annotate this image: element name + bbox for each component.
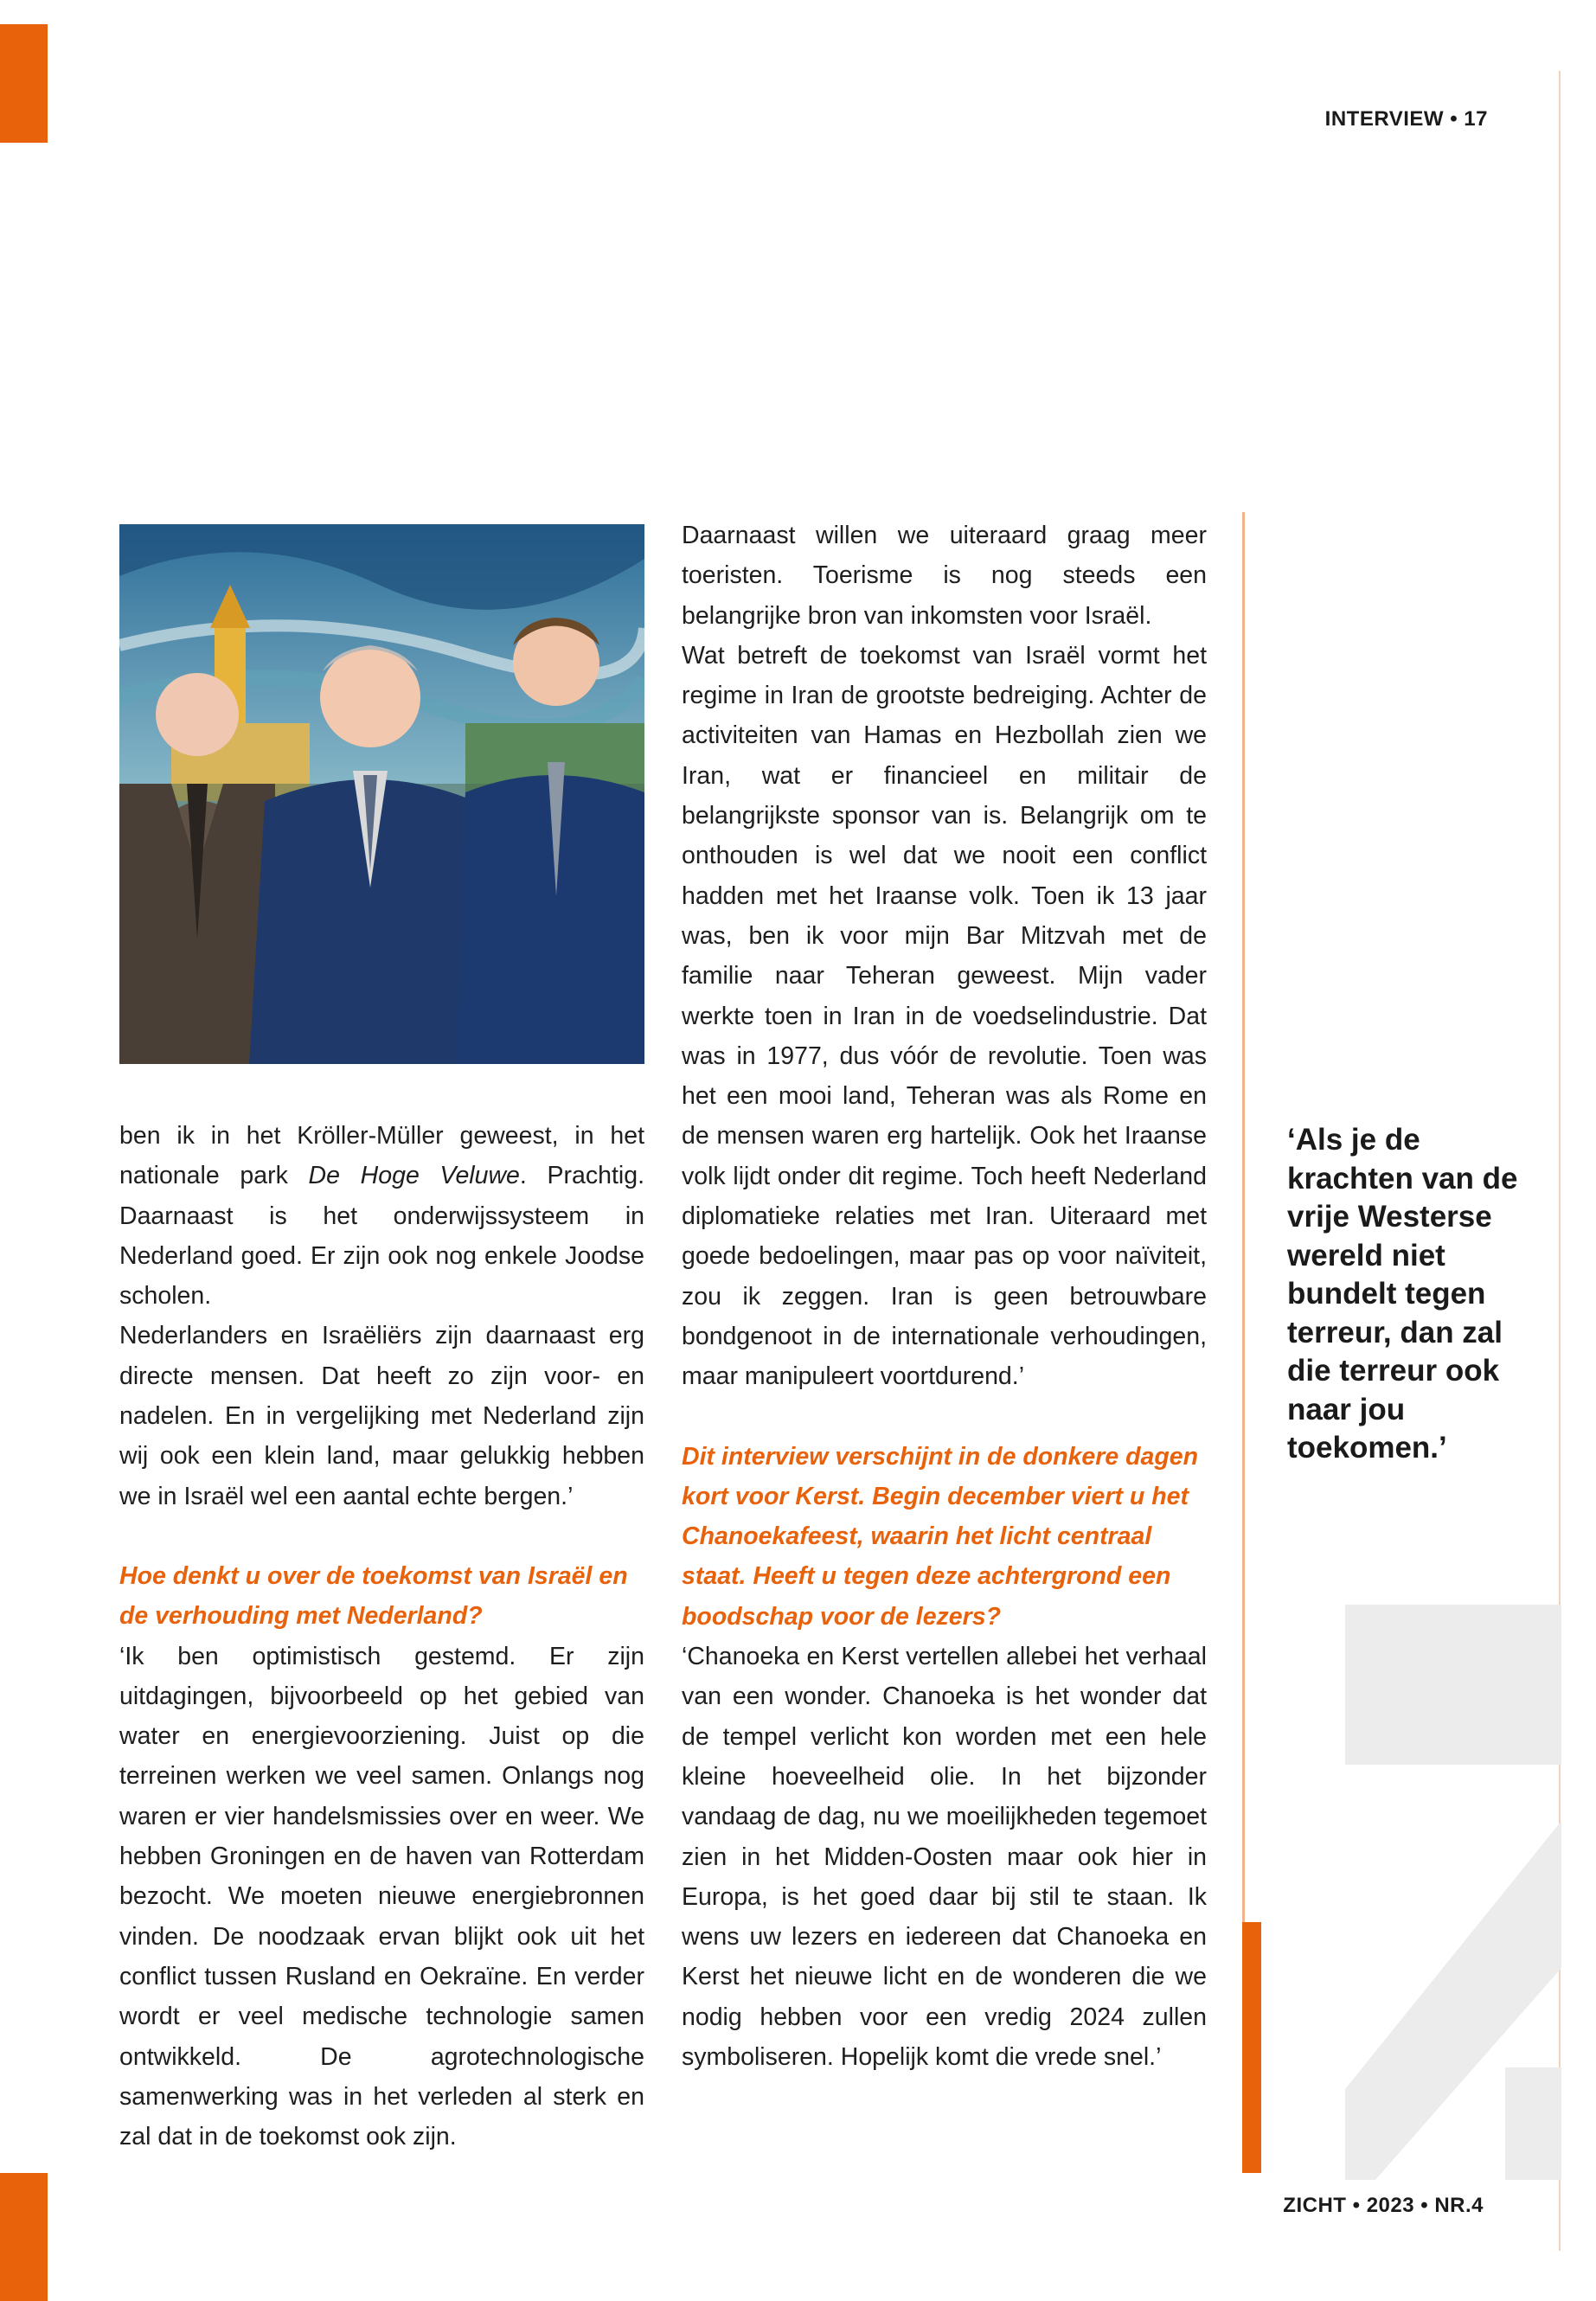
article-column-middle — [682, 516, 1207, 2077]
magazine-issue-label: ZICHT • 2023 • NR.4 — [1283, 2194, 1484, 2217]
interview-answer: ‘Chanoeka en Kerst vertellen allebei het verhaal van een wonder. Chanoeka is het wonder dat de tempel verlicht kon worden met een hele kleine hoeveelheid olie. In het bijzonder vandaag de dag, nu we moeilijkheden tegemoet zien in het Midden-Oosten maar ook hier in Europa, is het goed daar bij stil te staan. Ik wens uw lezers en iedereen dat Chanoeka en Kerst het nieuwe licht en de wonderen die we nodig hebben voor een vredig 2024 zullen symboliseren. Hopelijk komt die vrede snel.’ — [682, 1643, 1207, 2071]
pull-quote: ‘Als je de krachten van de vrije Westerse wereld niet bundelt tegen terreur, dan zal die terreur ook naar jou toekomen.’ — [1287, 1123, 1518, 1465]
paragraph: Daarnaast willen we uiteraard graag meer toeristen. Toerisme is nog steeds een belangrijke bron van inkomsten voor Israël. — [682, 522, 1207, 630]
interview-question: Dit interview verschijnt in de donkere dagen kort voor Kerst. Begin december viert u het Chanoekafeest, waarin het licht centraal staat. Heeft u tegen deze achtergrond een boodschap voor de lezers? — [682, 1442, 1199, 1631]
paragraph: Wat betreft de toekomst van Israël vormt het regime in Iran de grootste bedreiging. Achter de activiteiten van Hamas en Hezbollah zien we Iran, wat er financieel en militair de belangrijkste sponsor van is. Belangrijk om te onthouden is wel dat we nooit een conflict hadden met het Iraanse volk. Toen ik 13 jaar was, ben ik voor mijn Bar Mitzvah met de familie naar Teheran geweest. Mijn vader werkte toen in Iran in de voedselindustrie. Dat was in 1977, dus vóór de revolutie. Toen was het een mooi land, Teheran was als Rome en de mensen waren erg hartelijk. Ook het Iraanse volk lijdt onder dit regime. Toch heeft Nederland diplomatieke relaties met Iran. Uiteraard met goede bedoelingen, maar pas op voor naïviteit, zou ik zeggen. Iran is geen betrouwbare bondgenoot in de internationale verhoudingen, maar manipuleert voortdurend.’ — [682, 641, 1207, 1391]
section-page-label: INTERVIEW • 17 — [1324, 107, 1488, 131]
accent-bar-bottom — [0, 2173, 48, 2301]
interview-question: Hoe denkt u over de toekomst van Israël en de verhouding met Nederland? — [119, 1561, 628, 1631]
quote-divider — [1242, 512, 1245, 1922]
quote-divider-accent — [1242, 1922, 1261, 2173]
article-column-left — [119, 1116, 644, 2157]
park-name: De Hoge Veluwe — [308, 1162, 520, 1190]
accent-bar-top — [0, 24, 48, 143]
interview-answer: ‘Ik ben optimistisch gestemd. Er zijn uitdagingen, bijvoorbeeld op het gebied van water en energievoorziening. Juist op die terreinen werken we veel samen. Onlangs nog waren er vier handelsmissies over en weer. We hebben Groningen en de haven van Rotterdam bezocht. We moeten nieuwe energiebronnen vinden. De noodzaak ervan blijkt ook uit het conflict tussen Rusland en Oekraïne. En verder wordt er veel medische technologie samen ontwikkeld. De agrotechnologische samenwerking was in het verleden al sterk en zal dat in de toekomst ook zijn. — [119, 1642, 644, 2151]
group-photo — [119, 524, 644, 1064]
decorative-z-mark — [1345, 1605, 1561, 2180]
paragraph: ben ik in het Kröller-Müller geweest, in het nationale park De Hoge Veluwe. Prachtig. Daarnaast is het onderwijssysteem in Nederland goed. Er zijn ook nog enkele Joodse scholen. — [119, 1122, 644, 1311]
paragraph: Nederlanders en Israëliërs zijn daarnaast erg directe mensen. Dat heeft zo zijn voor- en nadelen. En in vergelijking met Nederland zijn wij ook een klein land, maar gelukkig hebben we in Israël wel een aantal echte bergen.’ — [119, 1322, 644, 1510]
